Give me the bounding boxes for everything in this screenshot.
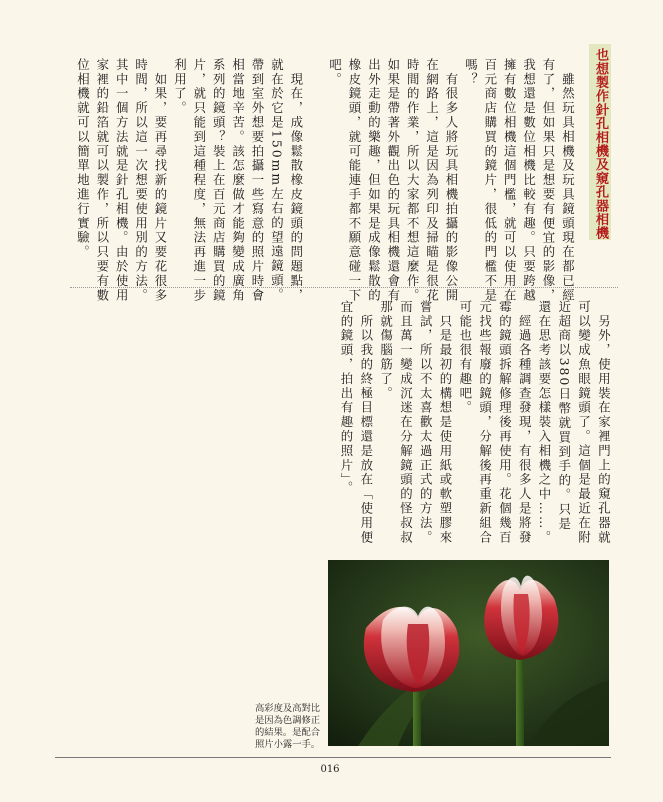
- text-column: 片，就只能到這種程度，無法再進一步: [191, 58, 207, 303]
- text-column: 近超商以380日幣就買到手的。只是: [556, 300, 572, 532]
- text-column: 出外走動的樂趣，但如果是成像鬆散的: [366, 58, 382, 303]
- text-column: 有很多人將玩具相機拍攝的影像公開: [444, 58, 459, 303]
- text-column: 現在，成像鬆散橡皮鏡頭的問題點，: [288, 58, 304, 303]
- text-column: 嘗試，所以不太喜歡太過正式的方法。: [418, 300, 434, 545]
- text-column: 其中一個方法就是針孔相機。由於使用: [114, 58, 130, 303]
- text-column: 還在思考該要怎樣裝入相機之中……。: [537, 300, 552, 545]
- text-column: 如果是帶著外觀出色的玩具相機還會有: [385, 58, 401, 303]
- text-column: 時間的作業，所以大家都不想這麼作。: [405, 58, 421, 303]
- text-column: 系列的鏡頭？裝上在百元商店購買的鏡: [211, 58, 227, 303]
- text-column: 帶到室外想要拍攝一些寫意的照片時會: [250, 58, 265, 303]
- text-column: 時間，所以這一次想要使用別的方法。: [133, 58, 149, 303]
- text-column: 而且萬一變成沉迷在分解鏡頭的怪叔叔: [398, 300, 414, 545]
- text-column: 可能也很有趣吧。: [457, 300, 473, 416]
- text-column: 雖然玩具相機及玩具鏡頭現在都已經: [560, 58, 576, 303]
- page-number: 016: [320, 764, 340, 775]
- text-column: 有了，但如果只是想要有便宜的影像，: [541, 58, 556, 303]
- text-column: 相當地辛苦。該怎麼做才能夠變成廣角: [230, 58, 246, 303]
- tulip-photo-image: [328, 560, 609, 746]
- text-column: 元找些報廢的鏡頭，分解後再重新組合: [477, 300, 493, 545]
- article-title: 也想製作針孔相機及窺孔器相機: [593, 48, 608, 240]
- text-column: 可以變成魚眼鏡頭了。這個是最近在附: [576, 300, 592, 545]
- photo-caption: 高彩度及高對比是因為色調修正的結果。是配合照片小露一手。: [255, 703, 321, 750]
- text-column: 我想還是數位相機比較有趣。只要跨越: [521, 58, 537, 303]
- text-column: 百元商店購買的鏡片，很低的門檻不是: [482, 58, 498, 303]
- text-column: 擁有數位相機這個門檻，就可以使用在: [502, 58, 518, 303]
- text-column: 如果，要再尋找新的鏡片又要花很多: [153, 58, 168, 303]
- text-column: 位相機就可以簡單地進行實驗。: [75, 58, 91, 260]
- text-column: 家裡的鉛箔就可以製作，所以只要有數: [94, 58, 110, 303]
- text-column: 橡皮鏡頭，就可能連手都不願意碰一下: [347, 58, 362, 303]
- text-column: 在網路上，這是因為列印及掃瞄是很花: [424, 58, 440, 303]
- text-column: 就在於它是150mm左右的望遠鏡頭。: [269, 58, 285, 303]
- text-column: 宜的鏡頭，拍出有趣的照片」。: [339, 300, 354, 496]
- text-column: 那就傷腦筋了。: [378, 300, 394, 401]
- footer-rule: [55, 757, 611, 758]
- text-column: 所以我的終極目標還是放在「使用便: [358, 300, 374, 545]
- tulip-photo: [328, 560, 609, 746]
- text-column: 另外，使用裝在家裡門上的窺孔器就: [596, 300, 612, 545]
- text-column: 利用了。: [172, 58, 188, 116]
- text-column: 霉的鏡頭拆解修理後再使用。花個幾百: [497, 300, 513, 545]
- section-divider: [70, 287, 618, 288]
- text-column: 只是最初的構想是使用紙或軟塑膠來: [438, 300, 453, 545]
- text-column: 吧。: [327, 58, 343, 87]
- text-column: 嗎？: [463, 58, 479, 87]
- text-column: 經過各種調查發現，有很多人是將發: [517, 300, 533, 545]
